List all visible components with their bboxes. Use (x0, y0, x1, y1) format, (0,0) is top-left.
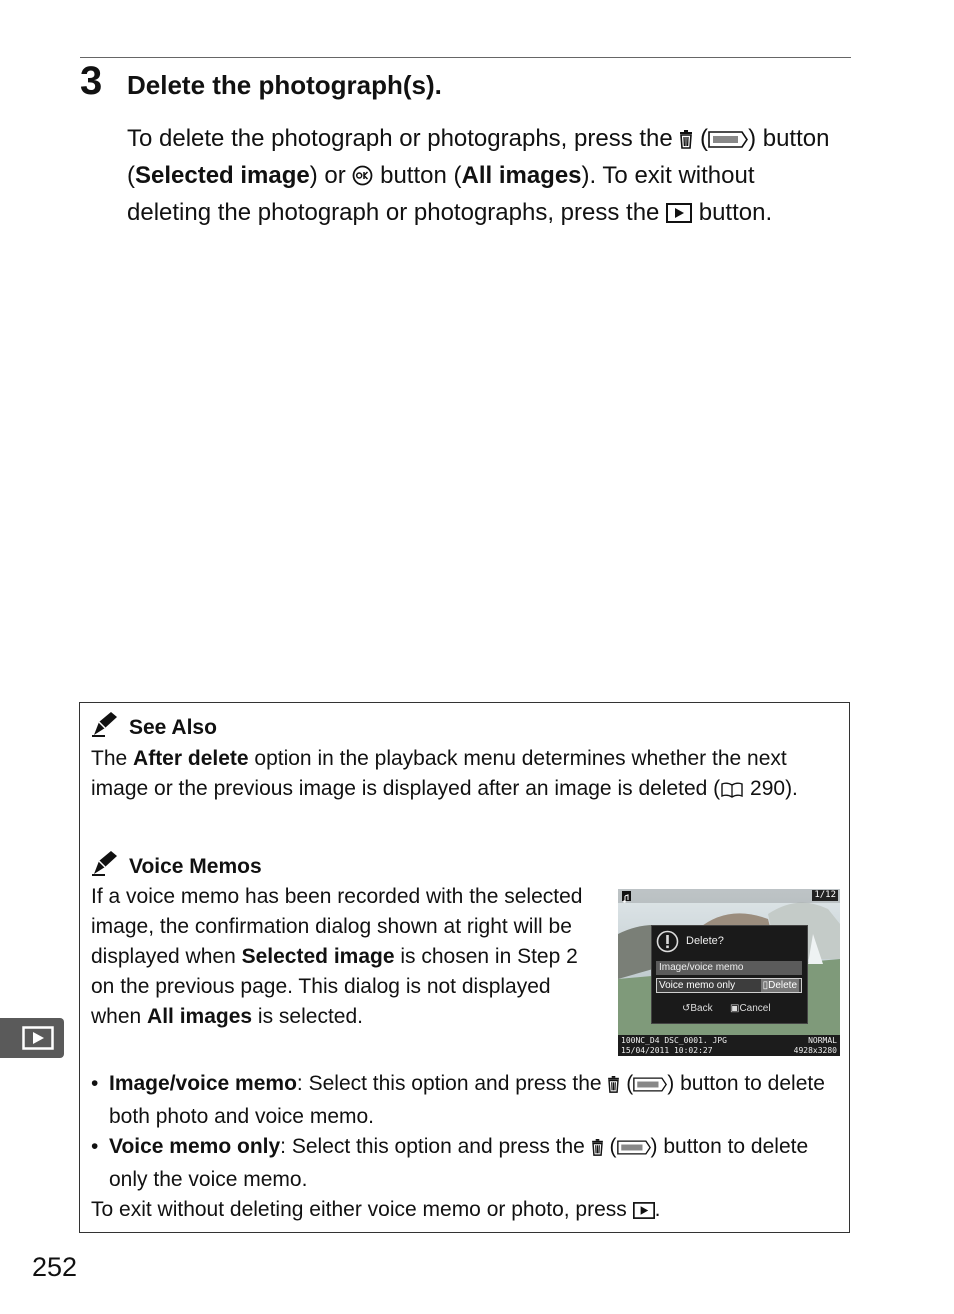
datetime: 15/04/2011 10:02:27 (621, 1046, 713, 1055)
voice-memo-icon (622, 891, 631, 901)
page-reference: 290 (750, 777, 786, 800)
voice-memo-options-list (91, 1069, 843, 1228)
list-item: • Voice memo only: Select this option and press the ( ) button to delete only the voice memo. (91, 1132, 843, 1195)
ok-button-icon (352, 162, 373, 196)
warning-icon (656, 930, 679, 958)
playback-icon (633, 1198, 655, 1228)
camera-screen (618, 889, 840, 1056)
see-also-text: The After delete option in the playback menu determines whether the next image or the previous image is displayed after an image is deleted ( 290). (91, 744, 841, 807)
back-hint: ↺Back (682, 1003, 713, 1014)
trash-icon: ▯ (762, 980, 769, 991)
voice-memos-closing: To exit without deleting either voice memo or photo, press . (91, 1195, 843, 1228)
back-arrow-icon: ↺ (682, 1003, 691, 1014)
dialog-option-image-voice-memo[interactable]: Image/voice memo (656, 961, 802, 975)
trash-icon (679, 125, 693, 159)
book-reference-icon (720, 777, 744, 807)
trash-icon (591, 1135, 604, 1165)
delete-hint: ▯Delete (762, 980, 797, 991)
dialog-option-voice-memo-only[interactable]: Voice memo only ▯Delete (656, 978, 802, 993)
format-icon (617, 1135, 651, 1165)
step-number: 3 (80, 59, 103, 103)
info-bar (618, 1035, 840, 1056)
pencil-note-icon (91, 711, 119, 745)
image-counter: 1/12 (814, 890, 836, 900)
quality: NORMAL (808, 1036, 837, 1045)
see-also-heading: See Also (91, 711, 217, 745)
trash-icon (607, 1072, 620, 1102)
playback-icon (22, 1026, 54, 1055)
list-item: • Image/voice memo: Select this option and press the ( ) button to delete both photo and voice memo. (91, 1069, 843, 1132)
note-box (79, 702, 850, 1233)
playback-icon: ▣ (730, 1003, 740, 1014)
playback-section-tab (0, 1018, 64, 1058)
page-number: 252 (32, 1252, 78, 1282)
image-size: 4928x3280 (793, 1046, 837, 1055)
format-icon (633, 1072, 667, 1102)
cancel-hint: ▣Cancel (730, 1003, 771, 1014)
folder-file: 100NC_D4 DSC_0001. JPG (621, 1036, 727, 1045)
step-title: Delete the photograph(s). (127, 70, 442, 100)
step-body: To delete the photograph or photographs, press the ( ) button (Selected image) or button (All images). To exit without deleting the photograph or photographs, press the button. (127, 122, 842, 233)
delete-dialog (651, 925, 808, 1024)
playback-icon (666, 199, 692, 233)
voice-memos-heading: Voice Memos (91, 850, 262, 884)
dialog-title: Delete? (686, 935, 724, 947)
pencil-note-icon (91, 850, 119, 884)
top-rule (80, 57, 851, 58)
format-icon (708, 125, 748, 159)
voice-memos-text: If a voice memo has been recorded with the selected image, the confirmation dialog shown at right will be displayed when Selected image is chosen in Step 2 on the previous page. This dialog is not displayed when All images is selected. (91, 885, 583, 1028)
